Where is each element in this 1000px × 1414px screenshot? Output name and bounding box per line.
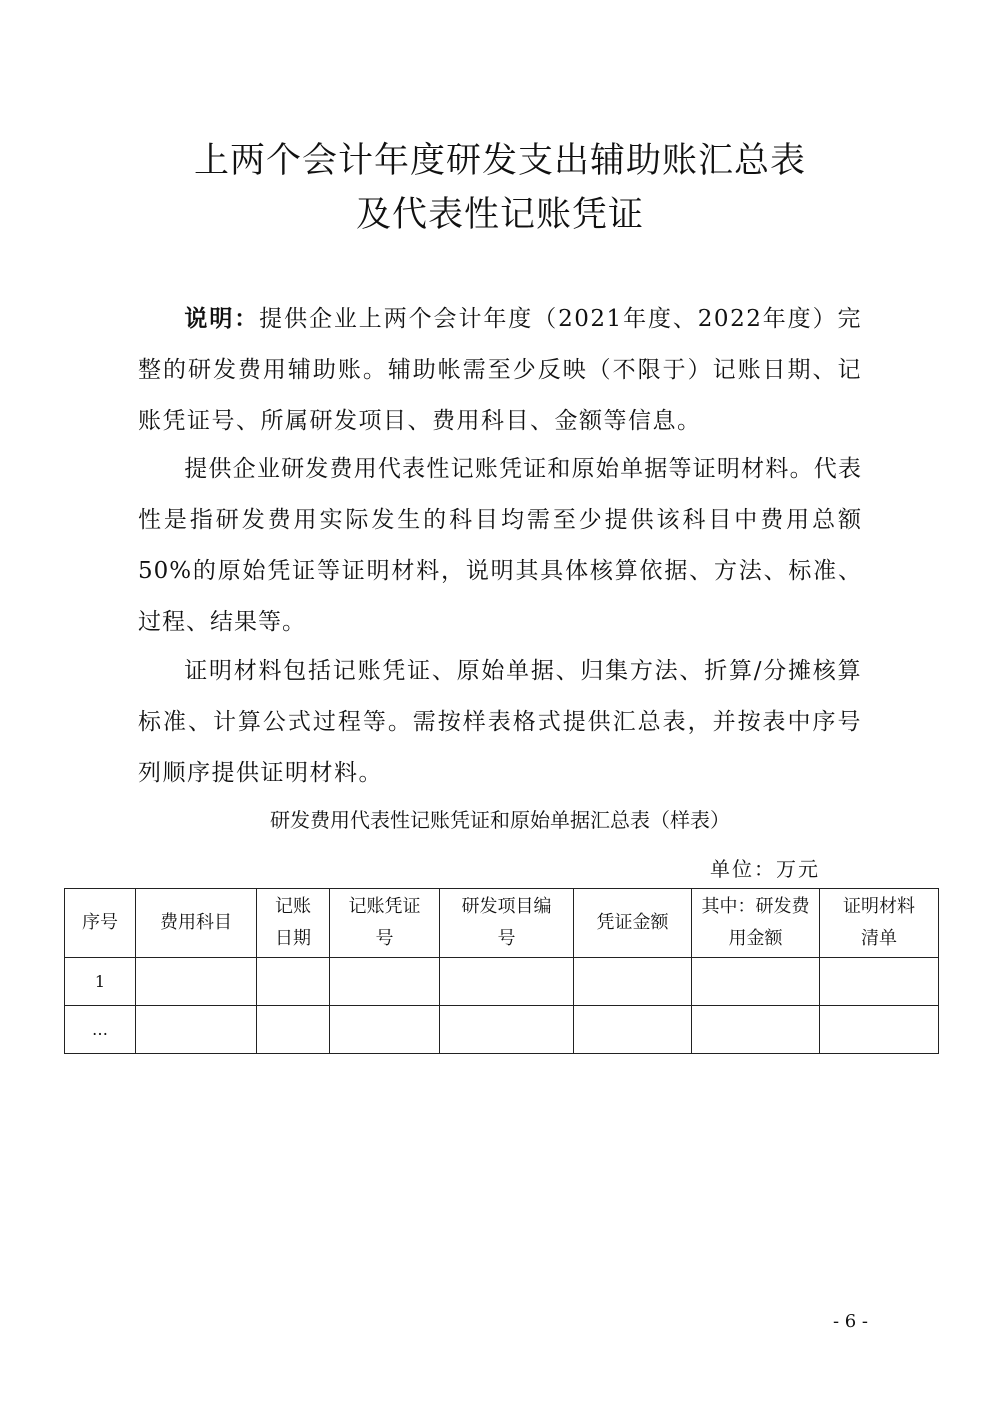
table-cell: [440, 1006, 574, 1054]
table-header-row: [65, 889, 939, 958]
summary-table: [64, 888, 939, 1054]
table-cell: [330, 958, 440, 1006]
header-cell: 凭证金额: [574, 889, 692, 958]
unit-label: 单位：万元: [710, 857, 820, 881]
table-row: [65, 1006, 939, 1054]
instruction-paragraph-3: [138, 646, 862, 799]
header-cell: 证明材料 清单: [820, 889, 939, 958]
document-title-line-2: 及代表性记账凭证: [355, 195, 644, 235]
table-cell: [692, 1006, 820, 1054]
table-cell: [440, 958, 574, 1006]
document-title-line-1: 上两个会计年度研发支出辅助账汇总表: [193, 141, 806, 181]
header-cell: 研发项目编 号: [440, 889, 574, 958]
instruction-paragraph-1: [138, 293, 862, 447]
table-cell: [257, 958, 330, 1006]
table-cell: [692, 958, 820, 1006]
table-cell: [574, 958, 692, 1006]
header-cell: 费用科目: [136, 889, 257, 958]
table-cell: [257, 1006, 330, 1054]
instruction-text-2: 提供企业研发费用代表性记账凭证和原始单据等证明材料。代表性是指研发费用实际发生的科目均需至少提供该科目中费用总额50%的原始凭证等证明材料，说明其具体核算依据、方法、标准、过程、结果等。: [138, 456, 862, 635]
instruction-text-3: 证明材料包括记账凭证、原始单据、归集方法、折算/分摊核算标准、计算公式过程等。需按样表格式提供汇总表，并按表中序号列顺序提供证明材料。: [138, 658, 862, 786]
table-cell: [820, 1006, 939, 1054]
header-cell: 序号: [65, 889, 136, 958]
table-cell: [330, 1006, 440, 1054]
table-cell: [574, 1006, 692, 1054]
table-cell: 1: [65, 958, 136, 1006]
page-number: - 6 -: [832, 1311, 868, 1332]
instruction-label: 说明：: [184, 305, 260, 332]
header-cell: 记账 日期: [257, 889, 330, 958]
table-cell: [136, 958, 257, 1006]
table-cell: [136, 1006, 257, 1054]
header-cell: 其中：研发费 用金额: [692, 889, 820, 958]
table-cell: …: [65, 1006, 136, 1054]
table-row: [65, 958, 939, 1006]
instruction-paragraph-2: [138, 444, 862, 648]
instruction-text-1: 提供企业上两个会计年度（2021年度、2022年度）完整的研发费用辅助账。辅助帐需至少反映（不限于）记账日期、记账凭证号、所属研发项目、费用科目、金额等信息。: [138, 306, 862, 434]
table-title: 研发费用代表性记账凭证和原始单据汇总表（样表）: [270, 808, 730, 832]
header-cell: 记账凭证 号: [330, 889, 440, 958]
table-cell: [820, 958, 939, 1006]
